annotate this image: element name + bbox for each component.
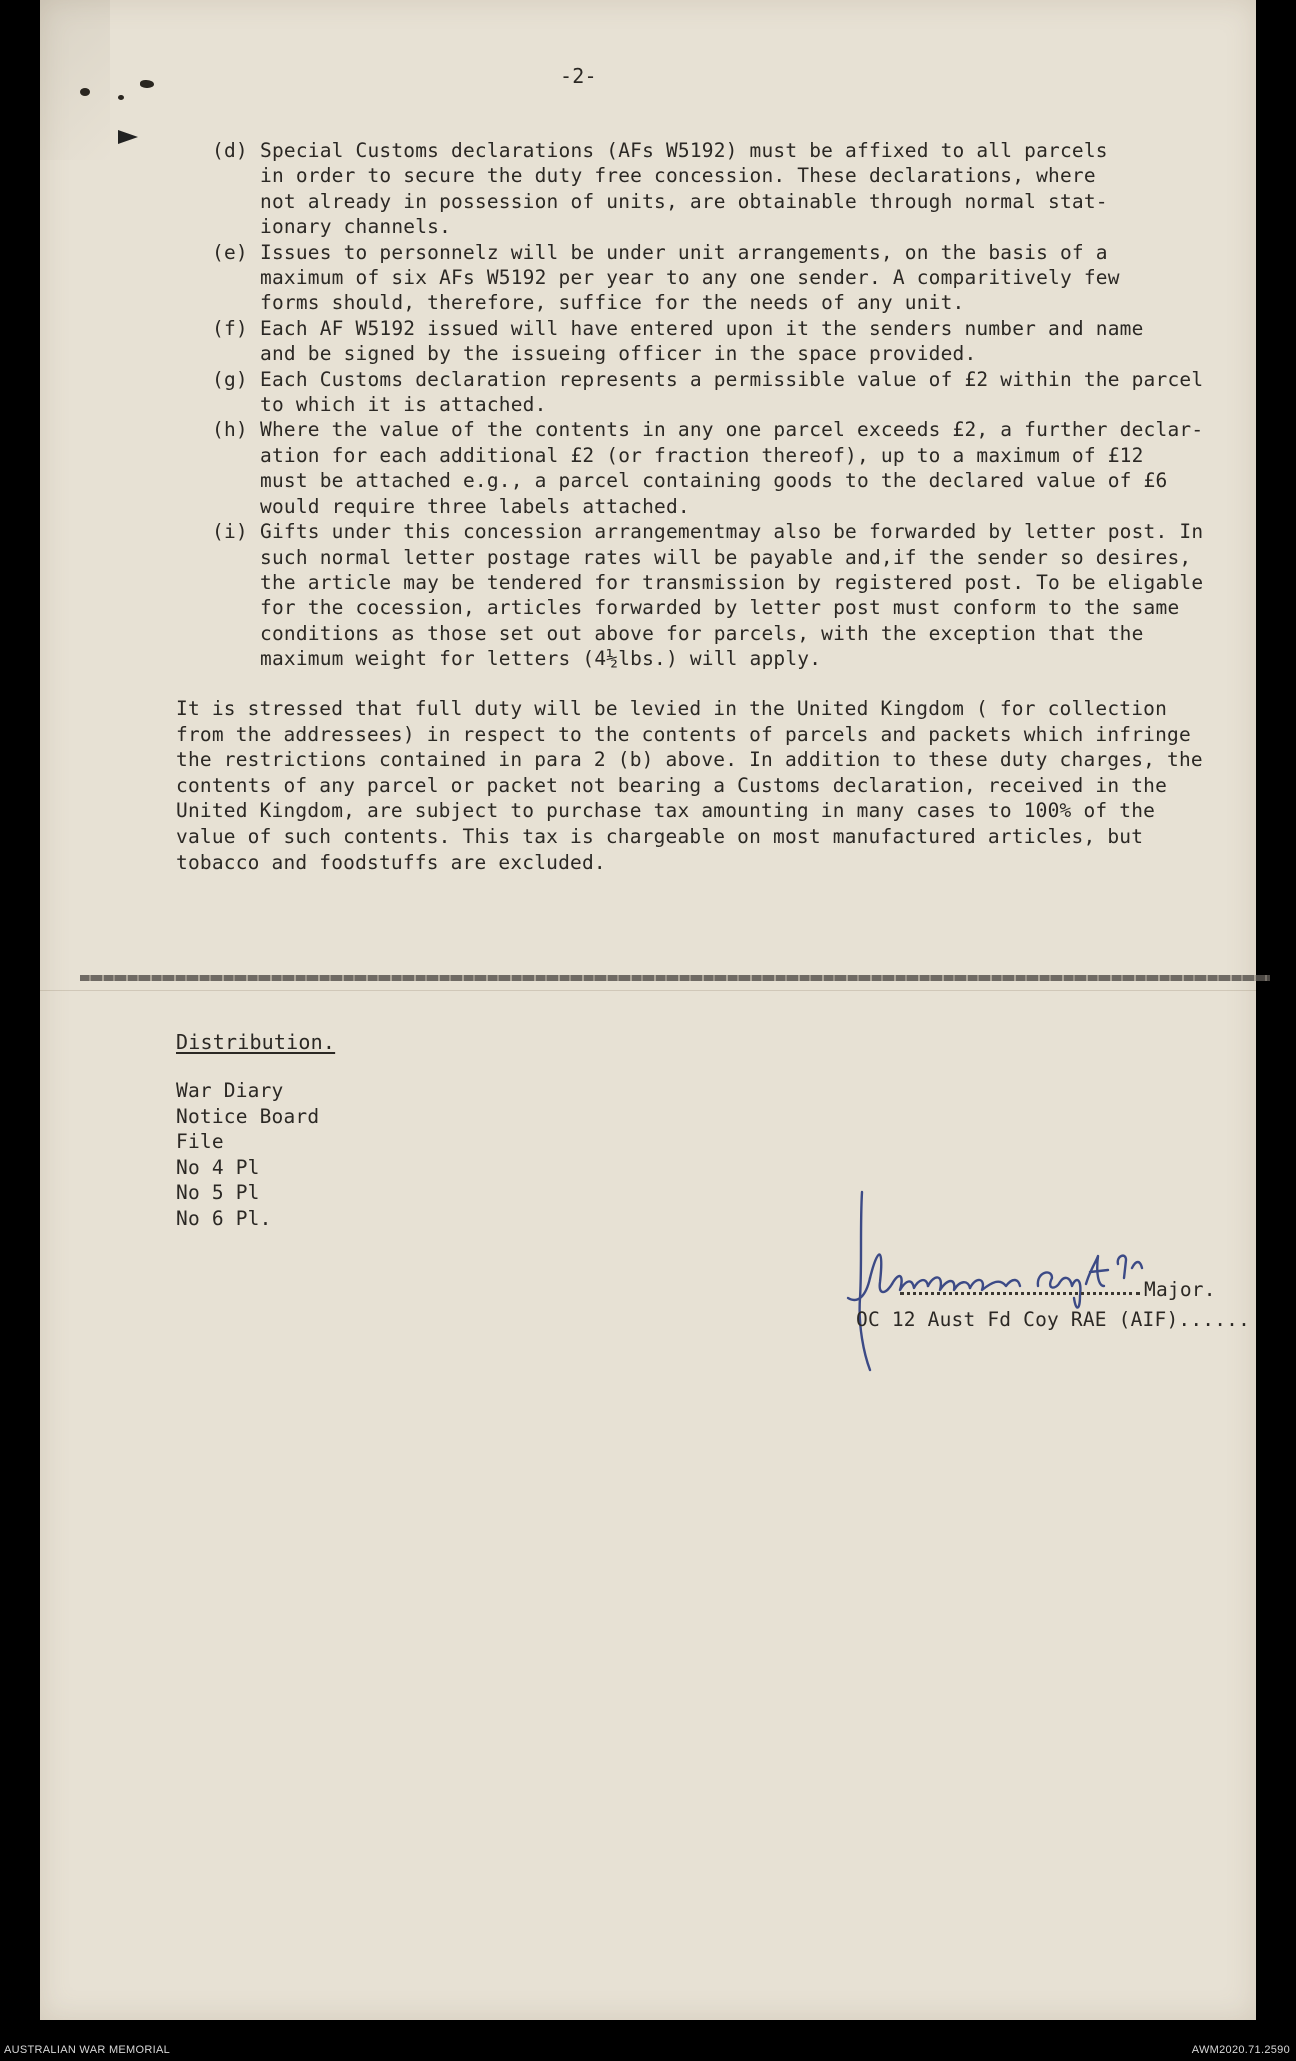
pin-mark-icon — [118, 130, 138, 144]
item-text: Special Customs declarations (AFs W5192) must be affixed to all parcels in order to secure the duty free concession. These declarations, where not already in possession of units, are obtainable through normal stat- ionary channels. — [260, 139, 1108, 239]
body-paragraph: It is stressed that full duty will be levied in the United Kingdom ( for collection from the addressees) in respect to the contents of parcels and packets which infringe the restrictions contained in para 2 (b) above. In addition to these duty charges, the contents of any parcel or packet not bearing a Customs declaration, received in the United Kingdom, are subject to purchase tax amounting in many cases to 100% of the value of such contents. This tax is chargeable on most manufactured articles, but tobacco and foodstuffs are excluded. — [176, 697, 1203, 874]
distribution-title: Distribution. — [176, 1030, 336, 1054]
punch-hole — [118, 95, 124, 100]
list-item — [212, 417, 1272, 519]
list-item — [212, 519, 1272, 671]
distribution-item: No 4 Pl — [176, 1155, 260, 1179]
separator-line — [80, 975, 1270, 981]
fold-line — [40, 990, 1256, 991]
distribution-item: No 6 Pl. — [176, 1206, 272, 1230]
document-page — [40, 0, 1256, 2020]
distribution-list — [176, 1078, 319, 1232]
item-label: (g) — [212, 367, 248, 391]
item-text: Gifts under this concession arrangementmay also be forwarded by letter post. In such normal letter postage rates will be payable and,if the sender so desires, the article may be tendered for transmission by registered post. To be eligable for the cocession, articles forwarded by letter post must conform to the same conditions as those set out above for parcels, with the exception that the maximum weight for letters (4½lbs.) will apply. — [260, 520, 1204, 671]
distribution-item: War Diary — [176, 1079, 284, 1102]
signature-block — [840, 1186, 1280, 1386]
list-item — [212, 138, 1272, 240]
item-label: (f) — [212, 316, 248, 340]
handwritten-signature — [840, 1186, 1170, 1376]
item-text: Where the value of the contents in any one parcel exceeds £2, a further declar- ation for each additional £2 (or fraction thereof), up to a maximum of £12 must be attached e.g., a parcel containing goods to the declared value of £6 would require three labels attached. — [260, 418, 1204, 518]
signature-dotted-line — [900, 1292, 1140, 1295]
list-item — [212, 316, 1272, 367]
item-label: (h) — [212, 418, 248, 442]
item-label: (e) — [212, 240, 248, 264]
distribution-item: File — [176, 1130, 224, 1154]
distribution-item: Notice Board — [176, 1104, 320, 1128]
item-label: (i) — [212, 520, 248, 544]
signatory-unit: OC 12 Aust Fd Coy RAE (AIF)...... — [856, 1308, 1251, 1331]
item-text: Issues to personnelz will be under unit arrangements, on the basis of a maximum of six AFs W5192 per year to any one sender. A comparitively few forms should, therefore, suffice for the needs of any unit. — [260, 240, 1120, 315]
item-label: (d) — [212, 139, 248, 162]
footer-reference: AWM2020.71.2590 — [1191, 2044, 1290, 2056]
distribution-item: No 5 Pl — [176, 1181, 260, 1205]
page-number: -2- — [560, 64, 597, 88]
item-text: Each AF W5192 issued will have entered upon it the senders number and name and be signed by the issueing officer in the space provided. — [260, 316, 1144, 366]
list-item — [212, 367, 1272, 418]
items-list — [212, 138, 1272, 672]
signatory-rank: Major. — [1144, 1278, 1216, 1301]
punch-hole — [140, 80, 154, 88]
item-text: Each Customs declaration represents a permissible value of £2 within the parcel to which it is attached. — [260, 367, 1204, 417]
list-item — [212, 240, 1272, 316]
punch-hole — [80, 88, 90, 96]
footer-archive-name: AUSTRALIAN WAR MEMORIAL — [4, 2044, 171, 2056]
